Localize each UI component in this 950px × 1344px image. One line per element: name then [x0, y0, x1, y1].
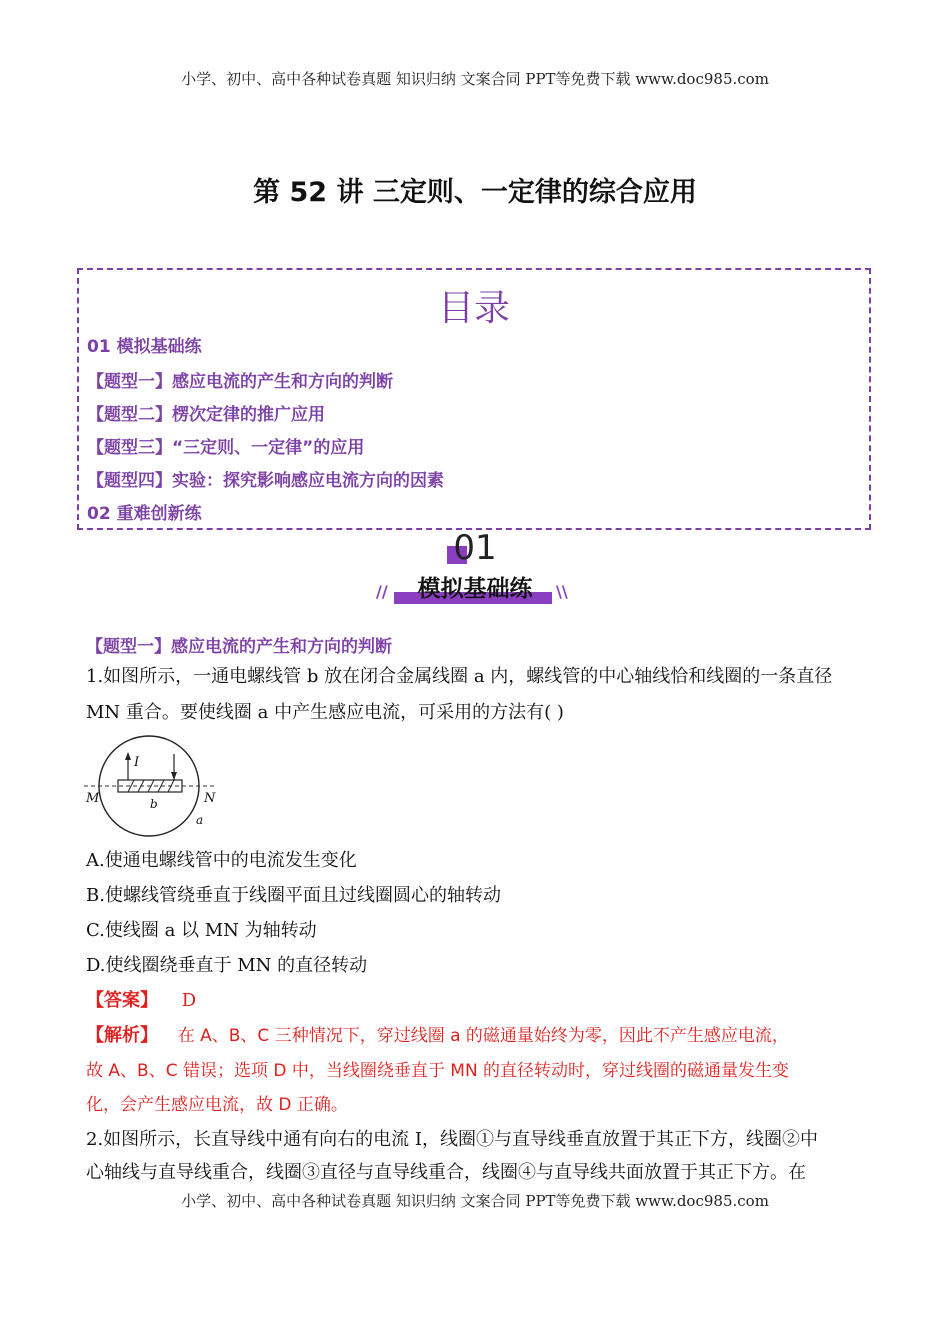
answer-label: 【答案】: [86, 990, 158, 1011]
q1-figure: [84, 732, 216, 840]
label-I: I: [134, 755, 140, 770]
label-M: M: [86, 791, 100, 806]
analysis-label: 【解析】: [86, 1025, 158, 1046]
q1-option-c: C.使线圈 a 以 MN 为轴转动: [86, 920, 317, 941]
label-a: a: [196, 813, 204, 827]
label-b: b: [150, 797, 158, 811]
current-down-arrow-icon: [171, 772, 177, 780]
section-right-slash-icon: \\: [556, 582, 568, 601]
q1-analysis-line2: 故 A、B、C 错误；选项 D 中，当线圈绕垂直于 MN 的直径转动时，穿过线圈的磁通量发生变: [86, 1061, 790, 1081]
q2-stem-line1: 2.如图所示，长直导线中通有向右的电流 I，线圈①与直导线垂直放置于其正下方，线圈②中: [86, 1129, 819, 1150]
label-N: N: [204, 791, 216, 806]
q1-analysis-line1: [86, 1019, 876, 1053]
q1-option-b: B.使螺线管绕垂直于线圈平面且过线圈圆心的轴转动: [86, 885, 501, 906]
table-of-contents: [77, 268, 871, 530]
q1-option-d: D.使线圈绕垂直于 MN 的直径转动: [86, 955, 368, 976]
toc-item-type2[interactable]: 【题型二】楞次定律的推广应用: [87, 405, 325, 425]
q1-answer-line: [86, 984, 876, 1018]
current-up-arrow-icon: [125, 752, 131, 760]
q1-option-a: A.使通电螺线管中的电流发生变化: [86, 850, 357, 871]
toc-item-type1[interactable]: 【题型一】感应电流的产生和方向的判断: [87, 372, 393, 392]
q1-analysis-line3: 化，会产生感应电流，故 D 正确。: [86, 1095, 348, 1115]
toc-item-type4[interactable]: 【题型四】实验：探究影响感应电流方向的因素: [87, 471, 444, 491]
toc-heading: 目录: [437, 288, 510, 329]
toc-item-type3[interactable]: 【题型三】“三定则、一定律”的应用: [87, 438, 365, 458]
question-type-heading: 【题型一】感应电流的产生和方向的判断: [86, 637, 392, 657]
page-footer: 小学、初中、高中各种试卷真题 知识归纳 文案合同 PPT等免费下载 www.doc985.com: [181, 1192, 769, 1210]
section-title: 模拟基础练: [417, 576, 533, 602]
page-title: 第 52 讲 三定则、一定律的综合应用: [253, 177, 697, 208]
answer-value: D: [181, 990, 197, 1011]
toc-item-advanced[interactable]: 02 重难创新练: [87, 504, 202, 524]
toc-item-basic[interactable]: 01 模拟基础练: [87, 337, 202, 357]
section-left-slash-icon: //: [376, 582, 388, 601]
analysis-text-1: 在 A、B、C 三种情况下，穿过线圈 a 的磁通量始终为零，因此不产生感应电流，: [177, 1026, 789, 1046]
q1-stem-line1: 1.如图所示，一通电螺线管 b 放在闭合金属线圈 a 内，螺线管的中心轴线恰和线圈的一条直径: [86, 666, 833, 687]
q2-stem-line2: 心轴线与直导线重合，线圈③直径与直导线重合，线圈④与直导线共面放置于其正下方。在: [86, 1162, 806, 1183]
q1-stem-line2: MN 重合。要使线圈 a 中产生感应电流，可采用的方法有( ): [86, 702, 564, 723]
page-header: 小学、初中、高中各种试卷真题 知识归纳 文案合同 PPT等免费下载 www.doc985.com: [181, 70, 769, 88]
section-number: 01: [453, 528, 497, 568]
